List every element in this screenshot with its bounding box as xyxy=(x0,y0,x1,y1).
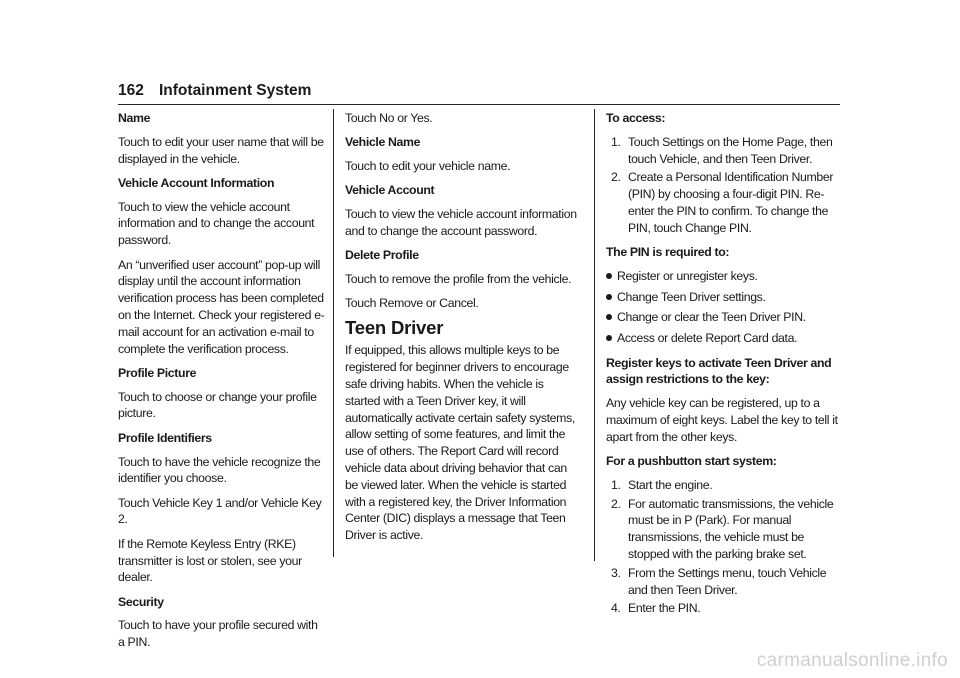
paragraph: Touch to edit your user name that will be displayed in the vehicle. xyxy=(118,134,324,166)
paragraph: If the Remote Keyless Entry (RKE) transmitter is lost or stolen, see your dealer. xyxy=(118,536,302,585)
page-number: 162 xyxy=(118,82,144,99)
paragraph: Touch to have the vehicle recognize the identifier you choose. xyxy=(118,454,321,486)
step-number: 4. xyxy=(611,601,621,616)
subheading: Name xyxy=(118,111,151,125)
section-title: Infotainment System xyxy=(159,82,312,99)
bullet-text: Access or delete Report Card data. xyxy=(617,331,798,346)
column-3 xyxy=(606,110,840,625)
subheading: Profile Picture xyxy=(118,365,197,380)
bullet-icon xyxy=(606,335,612,341)
paragraph: Touch to have your profile secured with a PIN. xyxy=(118,618,318,650)
paragraph: Touch to choose or change your profile picture. xyxy=(118,389,317,421)
paragraph: Touch to edit your vehicle name. xyxy=(345,159,511,174)
subheading: Vehicle Account xyxy=(345,183,435,198)
column-1 xyxy=(118,110,326,659)
step-text: From the Settings menu, touch Vehicle and then Teen Driver. xyxy=(628,565,827,597)
step-number: 2. xyxy=(611,496,621,511)
subheading: Security xyxy=(118,594,164,609)
step-number: 2. xyxy=(611,170,621,185)
subheading: Vehicle Account Information xyxy=(118,175,275,190)
step-text: Create a Personal Identification Number (PIN) by choosing a four-digit PIN. Re-enter the PIN to confirm. To change the PIN, touch Change PIN. xyxy=(628,170,834,235)
bullet-text: Change Teen Driver settings. xyxy=(617,289,766,304)
step-text: Touch Settings on the Home Page, then touch Vehicle, and then Teen Driver. xyxy=(628,134,833,166)
step-text: Start the engine. xyxy=(628,477,713,492)
list-item xyxy=(606,289,840,306)
paragraph: Any vehicle key can be registered, up to a maximum of eight keys. Label the key to tell it apart from the other keys. xyxy=(606,396,838,444)
column-divider-1 xyxy=(333,109,334,557)
paragraph: Touch to view the vehicle account information and to change the account password. xyxy=(345,207,577,238)
step-number: 1. xyxy=(611,134,621,149)
subheading: Delete Profile xyxy=(345,248,419,263)
column-2 xyxy=(345,110,580,552)
column-divider-2 xyxy=(594,109,595,561)
bullet-text: Change or clear the Teen Driver PIN. xyxy=(617,310,806,325)
paragraph: An “unverified user account” pop-up will display until the account information verification process has been completed on the Internet. Check your registered e-mail account for an activation e-mail to complete the verification process. xyxy=(118,257,325,356)
step-text: For automatic transmissions, the vehicle must be in P (Park). For manual transmissions, the vehicle must be stopped with the parking brake set. xyxy=(628,496,834,562)
subheading: The PIN is required to: xyxy=(606,245,730,260)
paragraph: Touch Vehicle Key 1 and/or Vehicle Key 2. xyxy=(118,495,322,527)
list-item xyxy=(606,169,840,236)
paragraph: If equipped, this allows multiple keys to be registered for beginner drivers to encourage safe driving habits. When the vehicle is started with a Teen Driver key, it will automatically activate certain safety systems, allow setting of some features, and limit the use of others. The Report Card will record vehicle data about driving behavior that can be viewed later. When the vehicle is started with a registered key, the Driver Information Center (DIC) displays a message that Teen Driver is active. xyxy=(345,343,575,543)
list-item xyxy=(606,330,840,347)
subheading: For a pushbutton start system: xyxy=(606,454,777,469)
list-item xyxy=(606,600,840,617)
bullet-icon xyxy=(606,314,612,320)
step-number: 1. xyxy=(611,477,621,492)
subheading: Profile Identifiers xyxy=(118,430,212,445)
list-item xyxy=(606,268,840,285)
page-header xyxy=(118,82,840,104)
bullet-icon xyxy=(606,273,612,279)
subheading: Vehicle Name xyxy=(345,135,421,150)
subheading: Register keys to activate Teen Driver and assign restrictions to the key: xyxy=(606,355,832,387)
numbered-list xyxy=(606,477,840,617)
bullet-list xyxy=(606,268,840,347)
header-rule xyxy=(118,104,840,105)
list-item xyxy=(606,496,840,563)
step-text: Enter the PIN. xyxy=(628,601,701,616)
paragraph: Touch No or Yes. xyxy=(345,111,433,125)
list-item xyxy=(606,565,840,599)
numbered-list xyxy=(606,134,840,237)
list-item xyxy=(606,134,840,168)
paragraph: Touch to remove the profile from the vehicle. xyxy=(345,272,572,287)
list-item xyxy=(606,477,840,494)
watermark-text: carmanualsonline.info xyxy=(756,650,948,671)
bullet-text: Register or unregister keys. xyxy=(617,268,758,283)
bullet-icon xyxy=(606,294,612,300)
paragraph: Touch to view the vehicle account information and to change the account password. xyxy=(118,199,315,248)
paragraph: Touch Remove or Cancel. xyxy=(345,296,479,311)
step-number: 3. xyxy=(611,565,621,580)
section-heading: Teen Driver xyxy=(345,316,444,338)
subheading: To access: xyxy=(606,111,666,125)
list-item xyxy=(606,309,840,326)
